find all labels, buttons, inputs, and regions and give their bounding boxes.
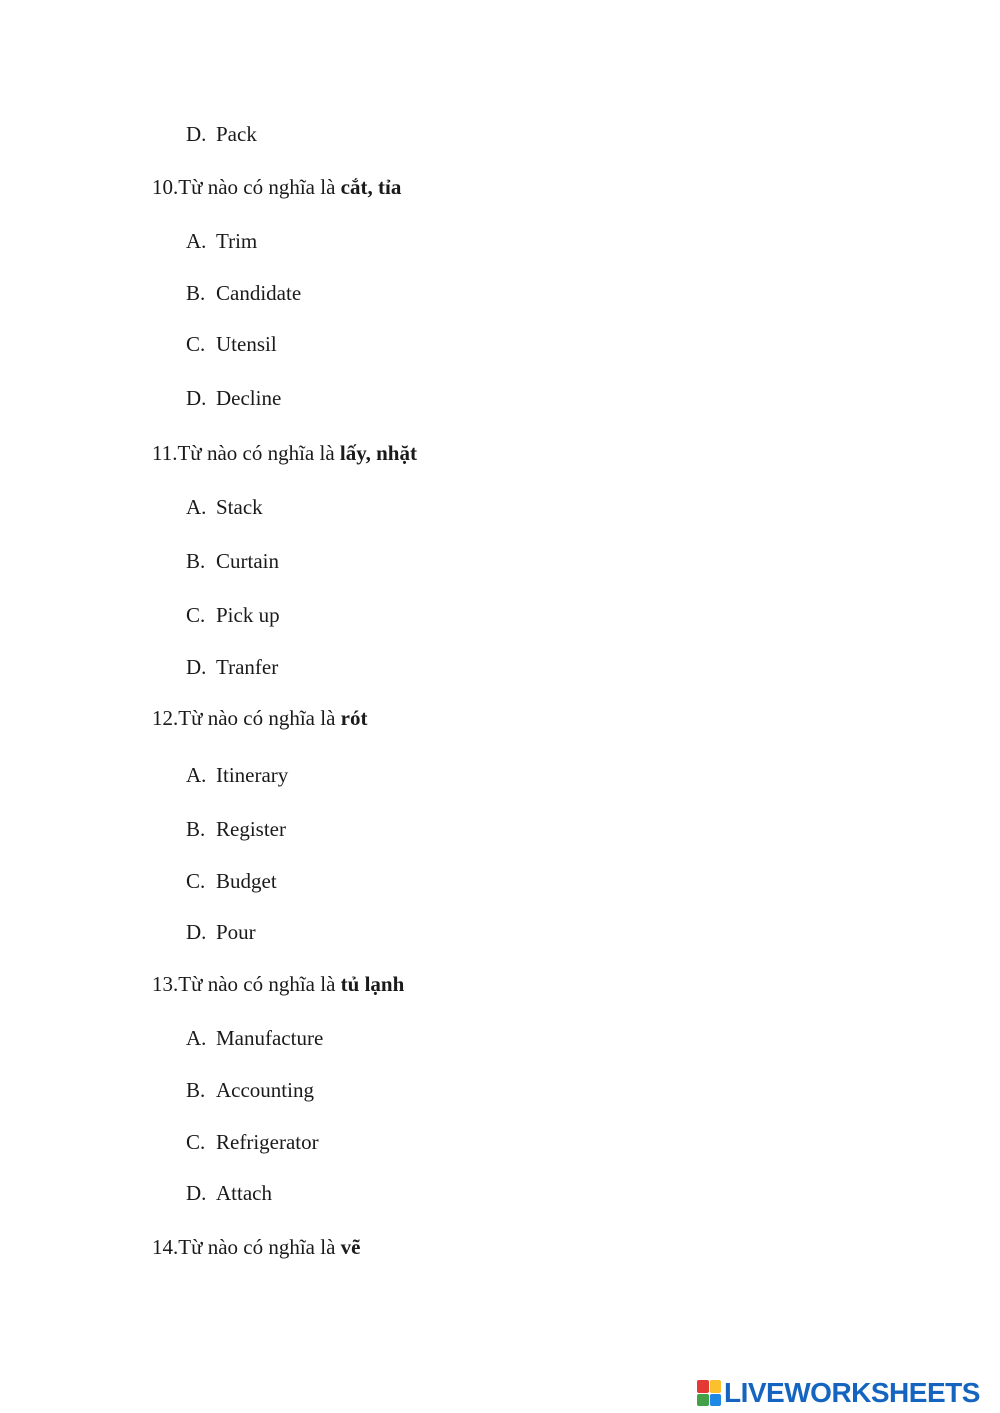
option-q11-d[interactable]	[186, 655, 278, 679]
option-q10-d[interactable]	[186, 386, 281, 410]
logo-text: LIVEWORKSHEETS	[724, 1377, 980, 1408]
option-text: Refrigerator	[216, 1130, 319, 1154]
question-prefix: Từ nào có nghĩa là	[178, 706, 341, 730]
option-q9-d[interactable]	[186, 122, 257, 146]
option-letter: B.	[186, 281, 206, 305]
option-text: Accounting	[216, 1078, 314, 1102]
option-q13-c[interactable]	[186, 1130, 319, 1154]
option-q13-a[interactable]	[186, 1026, 323, 1050]
option-letter: A.	[186, 763, 207, 787]
option-letter: D.	[186, 1181, 207, 1205]
option-text: Itinerary	[216, 763, 289, 787]
question-keyword: vẽ	[340, 1235, 361, 1259]
question-10	[152, 175, 401, 199]
option-letter: B.	[186, 817, 206, 841]
option-letter: C.	[186, 869, 206, 893]
option-letter: D.	[186, 920, 207, 944]
option-text: Decline	[216, 386, 282, 410]
option-text: Trim	[216, 229, 258, 253]
option-letter: A.	[186, 1026, 207, 1050]
option-text: Pour	[216, 920, 256, 944]
question-keyword: cắt, tỉa	[340, 175, 402, 199]
option-text: Pick up	[216, 603, 280, 627]
logo-mark-icon	[697, 1380, 721, 1406]
option-q10-c[interactable]	[186, 332, 277, 356]
option-q12-d[interactable]	[186, 920, 256, 944]
option-letter: C.	[186, 1130, 206, 1154]
option-text: Register	[216, 817, 286, 841]
option-text: Pack	[216, 122, 257, 146]
option-letter: A.	[186, 495, 207, 519]
question-11	[152, 441, 417, 465]
option-letter: C.	[186, 603, 206, 627]
question-number: 10.	[152, 175, 179, 199]
option-q12-b[interactable]	[186, 817, 286, 841]
question-number: 12.	[152, 706, 179, 730]
option-letter: B.	[186, 549, 206, 573]
question-number: 11.	[152, 441, 178, 465]
option-q11-b[interactable]	[186, 549, 279, 573]
option-q11-c[interactable]	[186, 603, 280, 627]
option-letter: D.	[186, 655, 207, 679]
option-text: Budget	[216, 869, 277, 893]
option-text: Utensil	[216, 332, 277, 356]
option-text: Candidate	[216, 281, 302, 305]
option-text: Curtain	[216, 549, 279, 573]
liveworksheets-logo	[697, 1377, 980, 1409]
question-keyword: rót	[340, 706, 368, 730]
question-13	[152, 972, 404, 996]
question-14	[152, 1235, 361, 1259]
option-text: Tranfer	[216, 655, 279, 679]
option-letter: B.	[186, 1078, 206, 1102]
question-keyword: lấy, nhặt	[339, 441, 417, 465]
option-letter: D.	[186, 386, 207, 410]
question-prefix: Từ nào có nghĩa là	[178, 175, 341, 199]
option-q12-a[interactable]	[186, 763, 288, 787]
option-text: Manufacture	[216, 1026, 324, 1050]
option-text: Attach	[216, 1181, 272, 1205]
question-12	[152, 706, 368, 730]
option-letter: A.	[186, 229, 207, 253]
question-prefix: Từ nào có nghĩa là	[177, 441, 340, 465]
option-q10-b[interactable]	[186, 281, 301, 305]
option-letter: C.	[186, 332, 206, 356]
question-number: 14.	[152, 1235, 179, 1259]
question-prefix: Từ nào có nghĩa là	[178, 1235, 341, 1259]
option-letter: D.	[186, 122, 207, 146]
option-q11-a[interactable]	[186, 495, 263, 519]
question-keyword: tủ lạnh	[340, 972, 405, 996]
option-q10-a[interactable]	[186, 229, 257, 253]
option-q13-b[interactable]	[186, 1078, 314, 1102]
question-prefix: Từ nào có nghĩa là	[178, 972, 341, 996]
question-number: 13.	[152, 972, 179, 996]
option-q13-d[interactable]	[186, 1181, 272, 1205]
option-text: Stack	[216, 495, 263, 519]
option-q12-c[interactable]	[186, 869, 277, 893]
